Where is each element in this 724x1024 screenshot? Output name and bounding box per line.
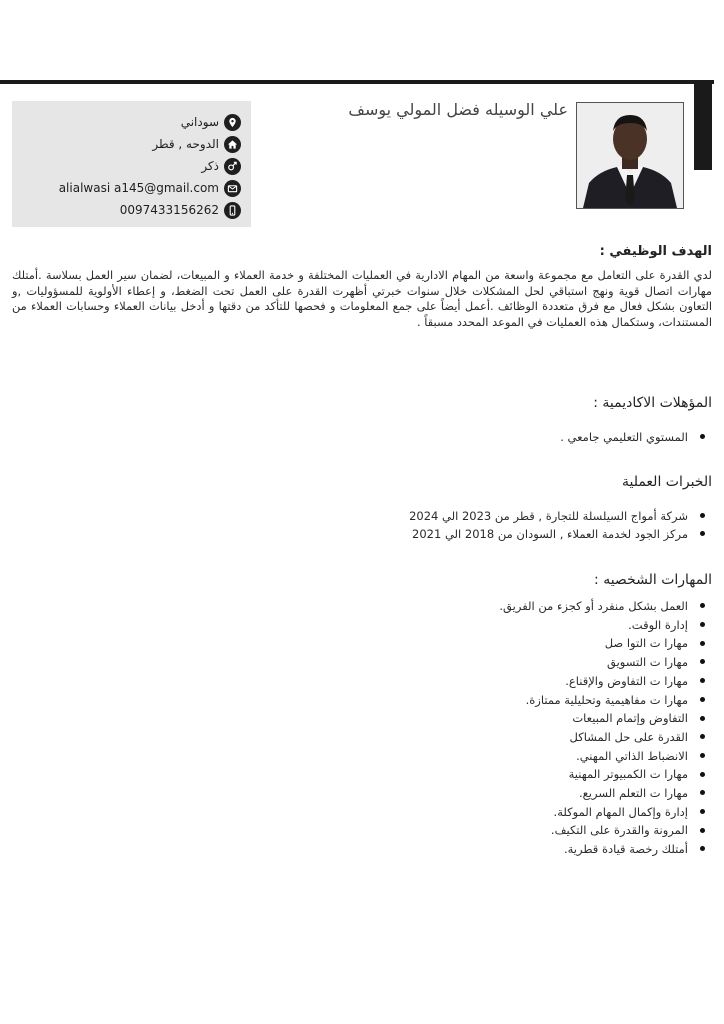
gender-text: ذكر: [201, 159, 219, 173]
header-accent-bar: [694, 84, 712, 170]
education-list: [560, 428, 708, 446]
gender-icon: [224, 158, 241, 175]
skills-heading: المهارات الشخصيه :: [594, 572, 712, 588]
location-pin-icon: [224, 114, 241, 131]
contact-email: [59, 178, 241, 198]
list-item: المرونة والقدرة على التكيف.: [499, 821, 708, 840]
list-item: التفاوض وإتمام المبيعات: [499, 709, 708, 728]
email-text[interactable]: alialwasi a145@gmail.com: [58, 181, 219, 195]
contact-nationality: [181, 112, 241, 132]
contact-gender: [201, 156, 241, 176]
profile-photo: [576, 102, 684, 209]
list-item: العمل بشكل منفرد أو كجزء من الفريق.: [499, 597, 708, 616]
list-item: أمتلك رخصة قيادة قطرية.: [499, 840, 708, 859]
list-item: مهارا ت التوا صل: [499, 634, 708, 653]
nationality-text: سوداني: [180, 115, 219, 129]
experience-heading: الخبرات العملية: [621, 474, 712, 490]
list-item: إدارة الوقت.: [499, 616, 708, 635]
list-item: إدارة وإكمال المهام الموكلة.: [499, 803, 708, 822]
phone-text[interactable]: 0097433156262: [119, 203, 219, 217]
contact-box: [12, 101, 251, 227]
list-item: مركز الجود لخدمة العملاء , السودان من 2018 الي 2021: [409, 525, 708, 543]
address-text: الدوحه , قطر: [152, 137, 219, 151]
skills-list: [499, 597, 708, 859]
list-item: القدرة على حل المشاكل: [499, 728, 708, 747]
full-name: علي الوسيله فضل المولي يوسف: [348, 100, 568, 119]
objective-paragraph: لدي القدرة على التعامل مع مجموعة واسعة من المهام الادارية في العمليات المختلفة و خدمة العملاء و المبيعات، لضمان سير العمل بسلاسة .أمتلك مهارات اتصال قوية ونهج استباقي لحل المشكلات خلال سنوات خبرتي أظهرت القدرة على العمل تحت الضغط، و إعطاء الأولوية للمسؤوليات ,و التعاون بشكل فعال مع فرق متعددة الوظائف .أعمل أيضاً على جمع المعلومات و فحصها للتأكد من دقتها و أدخل بيانات العملاء وحسابات العملاء من المستندات، وستكمال هذه العمليات في الموعد المحدد مسبقاً .: [12, 268, 712, 329]
contact-address: [152, 134, 241, 154]
education-heading: المؤهلات الاكاديمية :: [593, 395, 712, 411]
list-item: المستوي التعليمي جامعي .: [560, 428, 708, 446]
list-item: مهارا ت التفاوض والإقناع.: [499, 672, 708, 691]
list-item: شركة أمواج السيلسلة للتجارة , قطر من 2023 الي 2024: [409, 507, 708, 525]
phone-icon: [224, 202, 241, 219]
experience-list: [409, 507, 708, 543]
list-item: مهارا ت الكمبيوتر المهنية: [499, 765, 708, 784]
objective-heading: الهدف الوظيفي :: [599, 244, 712, 259]
profile-photo-image: [577, 103, 683, 208]
home-icon: [224, 136, 241, 153]
email-icon: [224, 180, 241, 197]
list-item: مهارا ت مفاهيمية وتحليلية ممتازة.: [499, 691, 708, 710]
list-item: مهارا ت التسويق: [499, 653, 708, 672]
list-item: الانضباط الذاتي المهني.: [499, 747, 708, 766]
list-item: مهارا ت التعلم السريع.: [499, 784, 708, 803]
top-divider-bar: [0, 80, 714, 84]
contact-phone: [120, 200, 241, 220]
